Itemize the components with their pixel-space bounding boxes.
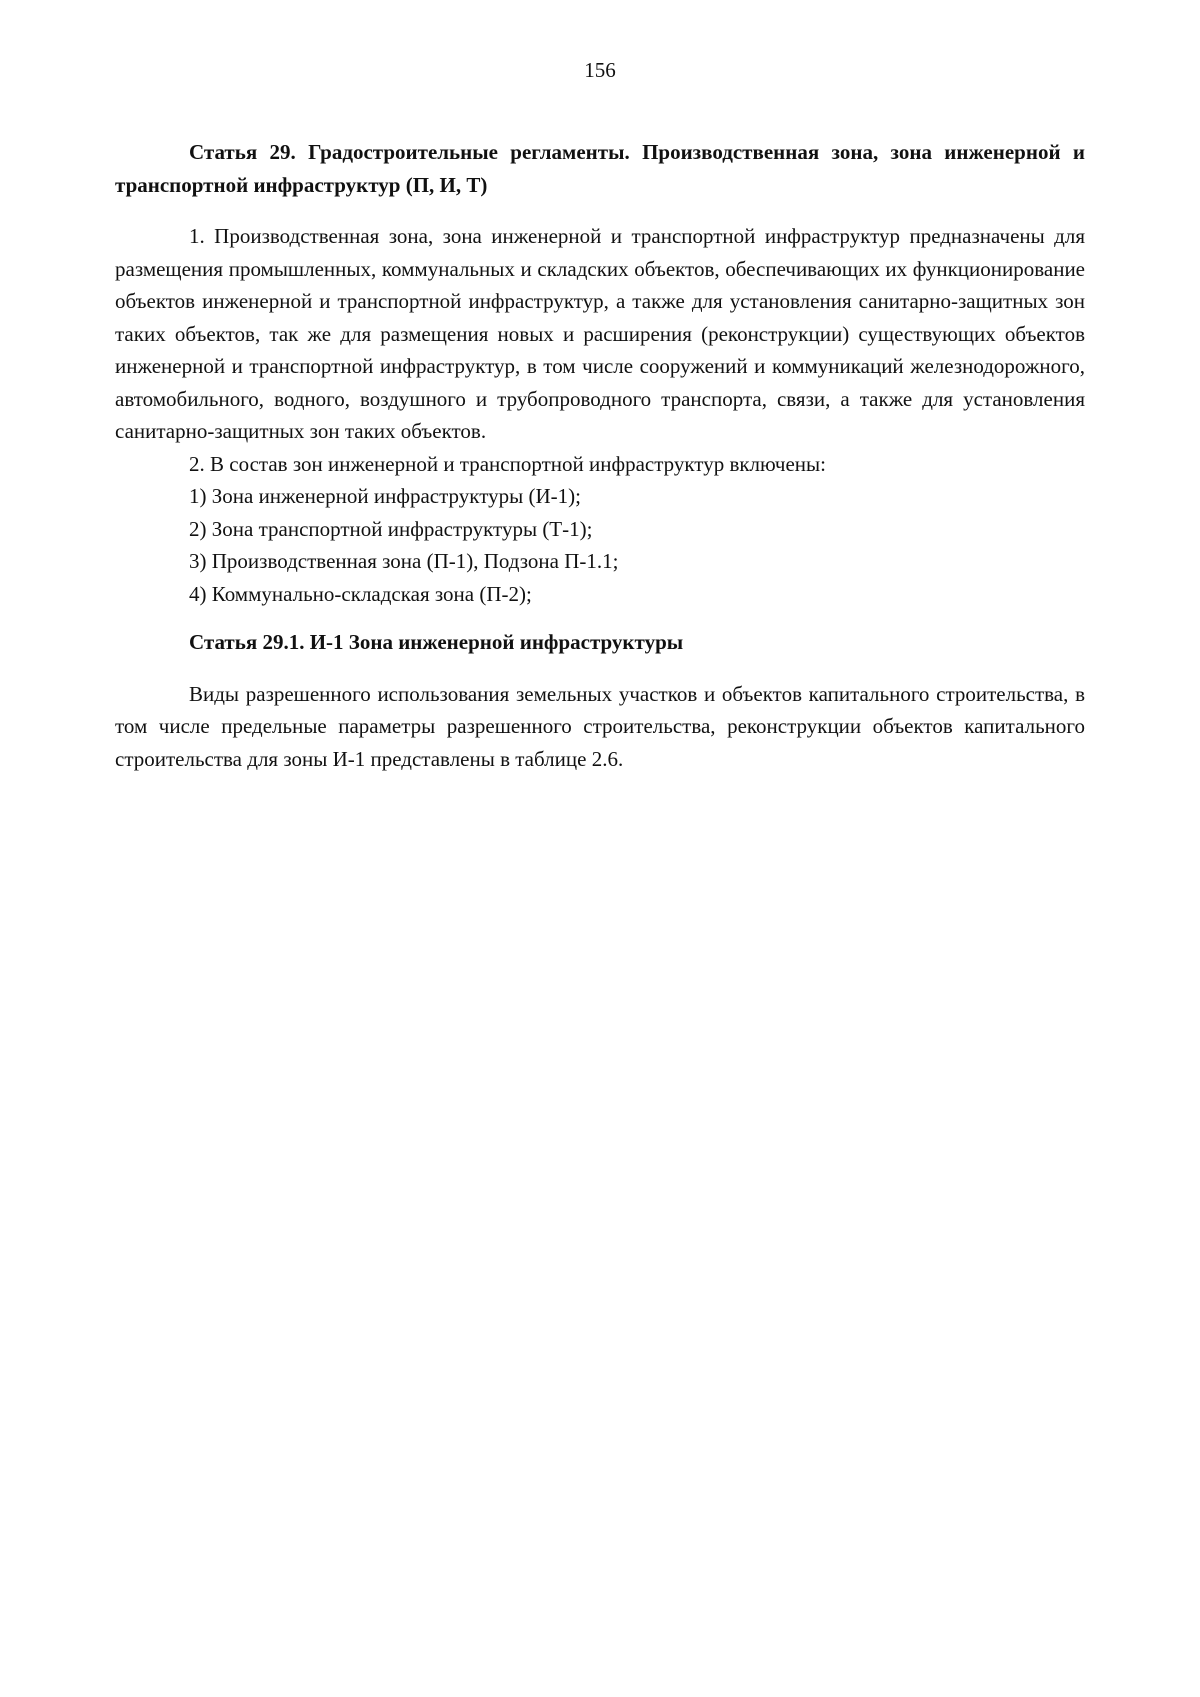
list-item: 2) Зона транспортной инфраструктуры (Т-1);: [189, 516, 593, 541]
page-content: [115, 136, 1085, 775]
article-29-heading: Статья 29. Градостроительные регламенты. Производственная зона, зона инженерной и транспортной инфраструктур (П, И, Т): [115, 140, 1085, 197]
article-29-paragraph-2: 2. В состав зон инженерной и транспортной инфраструктур включены:: [189, 451, 826, 476]
list-item: 3) Производственная зона (П-1), Подзона П-1.1;: [189, 549, 619, 573]
article-29-1-paragraph: Виды разрешенного использования земельных участков и объектов капитального строительства, в том числе предельные параметры разрешенного строительства, реконструкции объектов капитального строительства для зоны И-1 представлены в таблице 2.6.: [115, 681, 1085, 771]
article-29-1-heading: Статья 29.1. И-1 Зона инженерной инфраструктуры: [189, 630, 684, 654]
article-29-paragraph-1: 1. Производственная зона, зона инженерной и транспортной инфраструктур предназначены для размещения промышленных, коммунальных и складских объектов, обеспечивающих их функционирование объектов инженерной и транспортной инфраструктур, а также для установления санитарно-защитных зон таких объектов, так же для размещения новых и расширения (реконструкции) существующих объектов инженерной и транспортной инфраструктур, в том числе сооружений и коммуникаций железнодорожного, автомобильного, водного, воздушного и трубопроводного транспорта, связи, а также для установления санитарно-защитных зон таких объектов.: [115, 224, 1085, 443]
zone-list: [115, 480, 1085, 610]
page-number: 156: [584, 58, 616, 82]
list-item: 4) Коммунально-складская зона (П-2);: [189, 581, 532, 606]
list-item: 1) Зона инженерной инфраструктуры (И-1);: [189, 484, 581, 508]
